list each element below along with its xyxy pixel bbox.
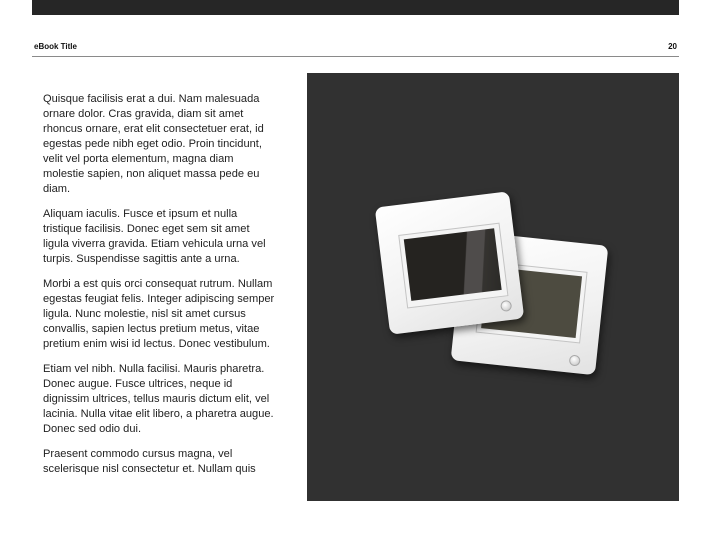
figure-panel <box>307 73 679 501</box>
slide-film <box>404 228 502 301</box>
front-slide <box>375 191 525 334</box>
paragraph: Praesent commodo cursus magna, vel scelerisque nisl consectetur et. Nullam quis <box>43 448 256 475</box>
header-divider <box>32 56 679 57</box>
page-number: 20 <box>668 42 677 51</box>
paragraph: Quisque facilisis erat a dui. Nam malesuada ornare dolor. Cras gravida, diam sit amet rhoncus ornare, erat elit consectetuer erat, id egestas pede nibh eget odio. Proin tincidunt, velit vel porta elementum, magna diam molestie sapien, non aliquet massa pede eu diam. <box>43 93 264 195</box>
paragraph: Aliquam iaculis. Fusce et ipsum et nulla tristique facilisis. Donec eget sem sit amet ligula viverra gravida. Etiam vehicula urna vel turpis. Suspendisse sagittis ante a urna. <box>43 208 266 265</box>
slide-hole <box>500 300 512 312</box>
top-bar <box>32 0 679 15</box>
book-title: eBook Title <box>34 42 77 51</box>
paragraph: Morbi a est quis orci consequat rutrum. Nullam egestas feugiat felis. Integer adipiscing semper ligula. Nunc molestie, nisl sit amet cursus convallis, sapien lectus pretium metus, vitae pretium enim wisi id lectus. Donec vestibulum. <box>43 278 275 350</box>
paragraph: Etiam vel nibh. Nulla facilisi. Mauris pharetra. Donec augue. Fusce ultrices, neque id dignissim ultrices, tellus mauris dictum elit, vel lacinia. Nulla vitae elit libero, a pharetra augue. Donec sed odio dui. <box>43 363 274 435</box>
slide-hole <box>569 354 581 366</box>
page-header <box>34 41 677 55</box>
body-text <box>43 92 275 487</box>
